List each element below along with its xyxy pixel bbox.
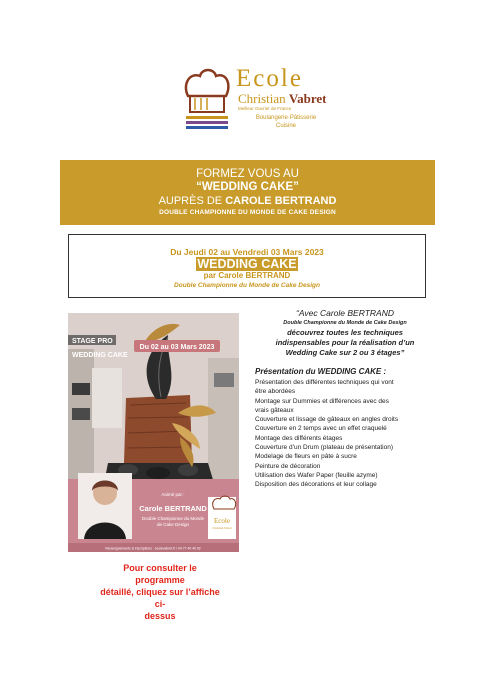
- poster-logo-text-2: Christian Vabret: [212, 526, 232, 530]
- logo-ecole: Ecole: [236, 65, 303, 92]
- poster-stage-label: STAGE PRO: [72, 338, 113, 345]
- course-description: [255, 308, 435, 490]
- poster-anime: Animé par :: [161, 492, 185, 497]
- logo-vabret: Vabret: [288, 91, 327, 106]
- course-instructor: par Carole BERTRAND: [203, 271, 291, 280]
- poster-dates: Du 02 au 03 Mars 2023: [139, 344, 215, 351]
- list-item: être abordées: [255, 388, 296, 396]
- list-item: Peinture de décoration: [255, 462, 321, 470]
- course-dates: Du Jeudi 02 au Vendredi 03 Mars 2023: [170, 247, 324, 257]
- list-item: Utilisation des Wafer Paper (feuille azyme): [255, 471, 378, 479]
- intro-line-2: Double Championne du Monde de Cake Design: [283, 320, 407, 326]
- caption-line-3: dessus: [144, 611, 176, 621]
- intro-line-5: Wedding Cake sur 2 ou 3 étages”: [285, 348, 405, 357]
- list-item: Disposition des décorations et leur collage: [255, 481, 377, 489]
- poster-desc-1: Double Championne du Monde: [141, 516, 205, 521]
- logo-christian: Christian: [238, 91, 286, 106]
- list-item: Couverture d’un Drum (plateau de présentation): [255, 444, 394, 452]
- poster-image: [68, 313, 239, 552]
- poster-caption-link[interactable]: [100, 562, 220, 622]
- poster-logo-text: Ecole: [214, 517, 230, 525]
- logo-name: [238, 92, 336, 105]
- course-title-text: WEDDING CAKE: [197, 257, 297, 271]
- course-subtitle: Double Championne du Monde de Cake Design: [174, 282, 320, 289]
- list-item: Modelage de fleurs en pâte à sucre: [255, 453, 357, 461]
- list-item: Présentation des différentes techniques qui vont: [255, 379, 394, 386]
- caption-line-1: Pour consulter le programme: [123, 563, 197, 585]
- intro-line-4: indispensables pour la réalisation d’un: [275, 338, 415, 347]
- list-item: vrais gâteaux: [255, 406, 294, 414]
- list-item: Couverture et lissage de gâteaux en angles droits: [255, 416, 399, 424]
- intro-line-3: découvrez toutes les techniques: [287, 328, 403, 337]
- poster-footer: Renseignements & inscriptions : ecolevabret.fr / 04 77 40 40 02: [105, 546, 201, 551]
- banner-line-1: FORMEZ VOUS AU: [196, 168, 299, 180]
- logo-tagline: Boulangerie·Pâtisserie: [255, 115, 317, 121]
- banner-line-4: DOUBLE CHAMPIONNE DU MONDE DE CAKE DESIGN: [159, 209, 336, 216]
- program-list: [255, 378, 435, 490]
- school-logo: [180, 66, 330, 136]
- poster-course-label: WEDDING CAKE: [72, 352, 128, 359]
- list-item: Couverture en 2 temps avec un effet craquelé: [255, 425, 387, 433]
- intro-line-1: “Avec Carole BERTRAND: [296, 308, 394, 318]
- course-title: [69, 258, 425, 271]
- caption-line-2: détaillé, cliquez sur l’affiche ci-: [100, 587, 220, 609]
- poster-desc-2: de Cake Design: [156, 522, 190, 527]
- course-info-box: [68, 234, 426, 298]
- logo-text: [236, 66, 336, 130]
- list-item: Montage sur Dummies et différences avec des: [255, 397, 389, 405]
- banner-line-3: [60, 194, 435, 208]
- poster-name: Carole BERTRAND: [139, 504, 207, 513]
- header-banner: [60, 160, 435, 225]
- program-heading: Présentation du WEDDING CAKE :: [255, 367, 387, 376]
- chef-hat-logo-icon: [180, 66, 232, 136]
- list-item: Montage des différents étages: [255, 434, 343, 442]
- banner-line-2: “WEDDING CAKE”: [196, 181, 299, 193]
- logo-mof: Meilleur Ouvrier de France: [238, 106, 292, 111]
- banner-line-3-prefix: AUPRÈS DE: [158, 195, 223, 207]
- course-poster-link[interactable]: [68, 313, 239, 552]
- logo-tagline-2: Cuisine: [275, 123, 296, 129]
- banner-line-3-name: CAROLE BERTRAND: [225, 195, 337, 207]
